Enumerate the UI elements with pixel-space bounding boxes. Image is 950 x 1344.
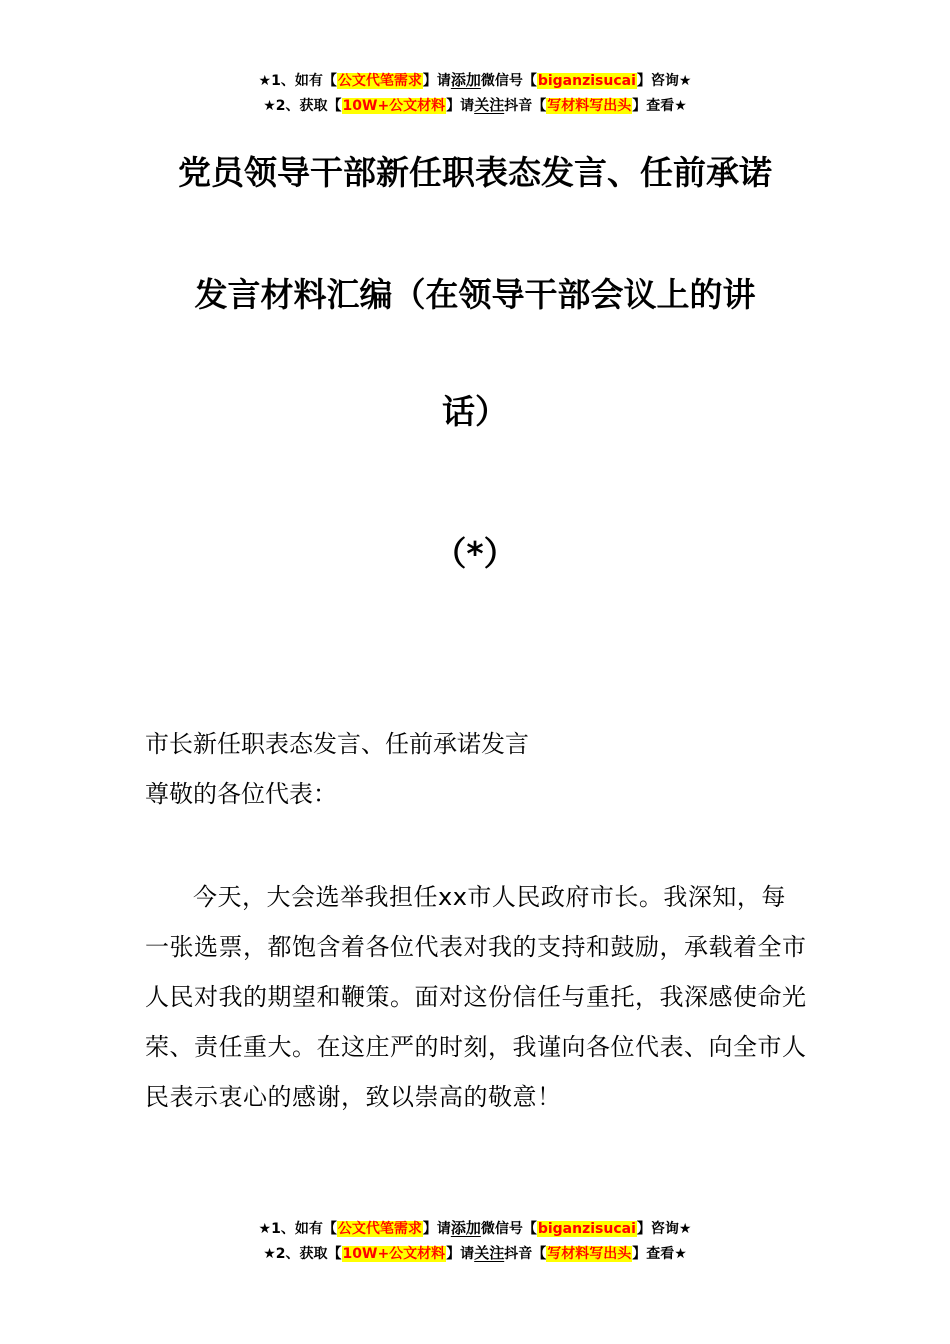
promo-wechat-id: biganzisucai [537,73,636,89]
promo-line-1 [0,1216,950,1241]
promo-text: 】请 [446,98,475,114]
section-subheading: 市长新任职表态发言、任前承诺发言 [145,730,529,758]
header-promo-banner [0,68,950,118]
promo-line-1 [0,68,950,93]
document-title-line-1: 党员领导干部新任职表态发言、任前承诺 [178,153,772,192]
promo-text: ★1、如有【 [258,1221,337,1237]
promo-text: 】查看★ [632,1246,687,1262]
promo-text: 微信号【 [480,1221,537,1237]
footer-promo-banner [0,1216,950,1266]
promo-wechat-id: biganzisucai [537,1221,636,1237]
promo-line-2 [0,93,950,118]
promo-text: ★1、如有【 [258,73,337,89]
document-title-line-2: 发言材料汇编（在领导干部会议上的讲 [194,275,756,314]
document-title-line-3: 话） [442,392,508,431]
promo-text: 微信号【 [480,73,537,89]
promo-text: 】查看★ [632,98,687,114]
promo-highlight: 公文代笔需求 [337,73,422,89]
promo-emphasis: 关注 [474,1244,505,1262]
promo-douyin-id: 写材料写出头 [547,1246,632,1262]
promo-text: ★2、获取【 [263,98,342,114]
promo-text: 抖音【 [504,98,547,114]
promo-highlight: 10W+公文材料 [342,98,446,114]
promo-emphasis: 关注 [474,96,505,114]
body-paragraph: 今天，大会选举我担任xx市人民政府市长。我深知，每一张选票，都饱含着各位代表对我的支持和鼓励，承载着全市人民对我的期望和鞭策。面对这份信任与重托，我深感使命光荣、责任重大。在这庄严的时刻，我谨向各位代表、向全市人民表示衷心的感谢，致以崇高的敬意！ [145,883,807,1111]
promo-emphasis: 添加 [450,71,481,89]
promo-highlight: 公文代笔需求 [337,1221,422,1237]
promo-text: 】咨询★ [636,73,692,89]
promo-douyin-id: 写材料写出头 [547,98,632,114]
promo-text: 】请 [422,1221,451,1237]
promo-text: 】请 [446,1246,475,1262]
promo-emphasis: 添加 [450,1219,481,1237]
promo-line-2 [0,1241,950,1266]
promo-highlight: 10W+公文材料 [342,1246,446,1262]
promo-text: 】请 [422,73,451,89]
promo-text: 】咨询★ [636,1221,692,1237]
document-title-marker: （*） [433,534,517,573]
promo-text: ★2、获取【 [263,1246,342,1262]
promo-text: 抖音【 [504,1246,547,1262]
salutation: 尊敬的各位代表： [145,780,337,808]
